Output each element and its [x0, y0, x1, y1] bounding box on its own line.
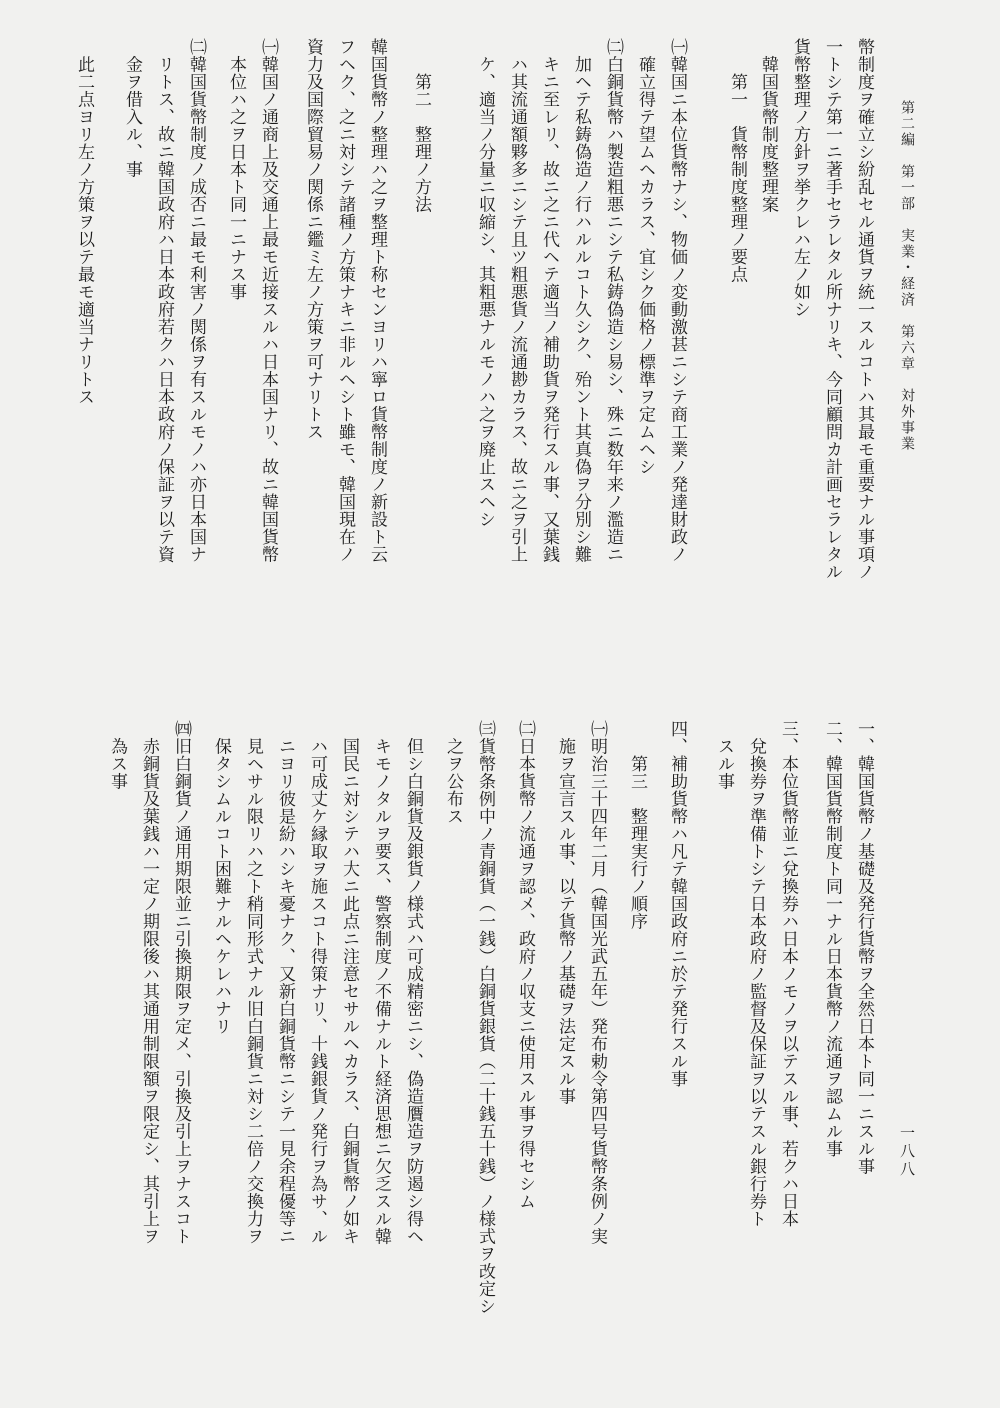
list-item: 四、補助貨幣ハ凡テ韓国政府ニ於テ発行スル事	[667, 720, 687, 1088]
text-line: 保タシムルコト困難ナルヘケレハナリ	[211, 720, 231, 1035]
text-line: ㈡白銅貨幣ハ製造粗悪ニシテ私鋳偽造シ易シ、殊ニ数年来ノ濫造ニ	[603, 38, 623, 563]
text-line: キモノタルヲ要ス、警察制度ノ不備ナルト経済思想ニ欠乏スル韓	[371, 720, 391, 1245]
text-line: 但シ白銅貨及銀貨ノ様式ハ可成精密ニシ、偽造贋造ヲ防遏シ得ヘ	[403, 720, 423, 1245]
page-number: 一八八	[898, 1125, 916, 1179]
section-heading: 第二 整理ノ方法	[411, 38, 431, 213]
text-line: 国民ニ対シテハ大ニ此点ニ注意セサルヘカラス、白銅貨幣ノ如キ	[339, 720, 359, 1245]
text-line: ㈣旧白銅貨ノ通用期限並ニ引換期限ヲ定メ、引換及引上ヲナスコト	[171, 720, 191, 1245]
text-line: キニ至レリ、故ニ之ニ代ヘテ適当ノ補助貨ヲ発行スル事、又葉銭	[539, 38, 559, 563]
text-line: 此二点ヨリ左ノ方策ヲ以テ最モ適当ナリトス	[74, 38, 94, 406]
text-line: 兌換券ヲ準備トシテ日本政府ノ監督及保証ヲ以テスル銀行券ト	[746, 720, 766, 1228]
text-line: リトス、故ニ韓国政府ハ日本政府若クハ日本政府ノ保証ヲ以テ資	[154, 38, 174, 563]
section-heading: 第三 整理実行ノ順序	[627, 720, 647, 930]
text-line: 施ヲ宣言スル事、以テ貨幣ノ基礎ヲ法定スル事	[555, 720, 575, 1105]
text-line: スル事	[714, 720, 734, 790]
text-line: 韓国貨幣ノ整理ハ之ヲ整理ト称センヨリハ寧ロ貨幣制度ノ新設ト云	[367, 38, 387, 563]
text-line: ㈠明治三十四年二月（韓国光武五年）発布勅令第四号貨幣条例ノ実	[587, 720, 607, 1245]
text-line: ㈢貨幣条例中ノ青銅貨（一銭）白銅貨銀貨（二十銭五十銭）ノ様式ヲ改定シ	[475, 720, 495, 1315]
running-head: 第二編 第一部 実業・経済 第六章 対外事業	[899, 100, 915, 452]
list-item: 一、韓国貨幣ノ基礎及発行貨幣ヲ全然日本ト同一ニスル事	[854, 720, 874, 1175]
list-item: 二、韓国貨幣制度ト同一ナル日本貨幣ノ流通ヲ認ムル事	[822, 720, 842, 1158]
section-heading: 第一 貨幣制度整理ノ要点	[727, 38, 747, 283]
text-line: ハ可成丈ケ縁取ヲ施スコト得策ナリ、十銭銀貨ノ発行ヲ為サ、ル	[307, 720, 327, 1245]
text-line: ㈠韓国ノ通商上及交通上最モ近接スルハ日本国ナリ、故ニ韓国貨幣	[258, 38, 278, 563]
text-line: ㈠韓国ニ本位貨幣ナシ、物価ノ変動激甚ニシテ商工業ノ発達財政ノ	[667, 38, 687, 563]
text-line: ハ其流通額夥多ニシテ且ツ粗悪貨ノ流通尠カラス、故ニ之ヲ引上	[507, 38, 527, 563]
text-line: 幣制度ヲ確立シ紛乱セル通貨ヲ統一スルコトハ其最モ重要ナル事項ノ	[854, 38, 874, 581]
text-line: フヘク、之ニ対シテ諸種ノ方策ナキニ非ルヘシト雖モ、韓国現在ノ	[335, 38, 355, 563]
text-line: 貨幣整理ノ方針ヲ挙クレハ左ノ如シ	[790, 38, 810, 318]
text-line: ㈡日本貨幣ノ流通ヲ認メ、政府ノ収支ニ使用スル事ヲ得セシム	[515, 720, 535, 1210]
text-line: 一トシテ第一ニ著手セラレタル所ナリキ、今同顧問カ計画セラレタル	[822, 38, 842, 581]
text-line: ケ、適当ノ分量ニ収縮シ、其粗悪ナルモノハ之ヲ廃止スヘシ	[475, 38, 495, 528]
section-title: 韓国貨幣制度整理案	[758, 38, 778, 213]
list-item: 三、本位貨幣並ニ兌換券ハ日本ノモノヲ以テスル事、若クハ日本	[778, 720, 798, 1228]
text-line: 確立得テ望ムヘカラス、宜シク価格ノ標準ヲ定ムヘシ	[635, 38, 655, 476]
text-line: 金ヲ借入ル、事	[122, 38, 142, 178]
text-line: 見ヘサル限リハ之ト稍同形式ナル旧白銅貨ニ対シ二倍ノ交換力ヲ	[243, 720, 263, 1245]
text-line: 赤銅貨及葉銭ハ一定ノ期限後ハ其通用制限額ヲ限定シ、其引上ヲ	[139, 720, 159, 1245]
text-line: 為ス事	[107, 720, 127, 790]
text-line: ㈡韓国貨幣制度ノ成否ニ最モ利害ノ関係ヲ有スルモノハ亦日本国ナ	[186, 38, 206, 563]
text-line: 加ヘテ私鋳偽造ノ行ハルルコト久シク、殆ント其真偽ヲ分別シ難	[571, 38, 591, 563]
text-line: ニヨリ彼是紛ハシキ憂ナク、又新白銅貨幣ニシテ一見余程優等ニ	[275, 720, 295, 1245]
text-line: 資力及国際貿易ノ関係ニ鑑ミ左ノ方策ヲ可ナリトス	[303, 38, 323, 441]
text-line: 本位ハ之ヲ日本ト同一ニナス事	[226, 38, 246, 301]
text-line: 之ヲ公布ス	[443, 720, 463, 825]
